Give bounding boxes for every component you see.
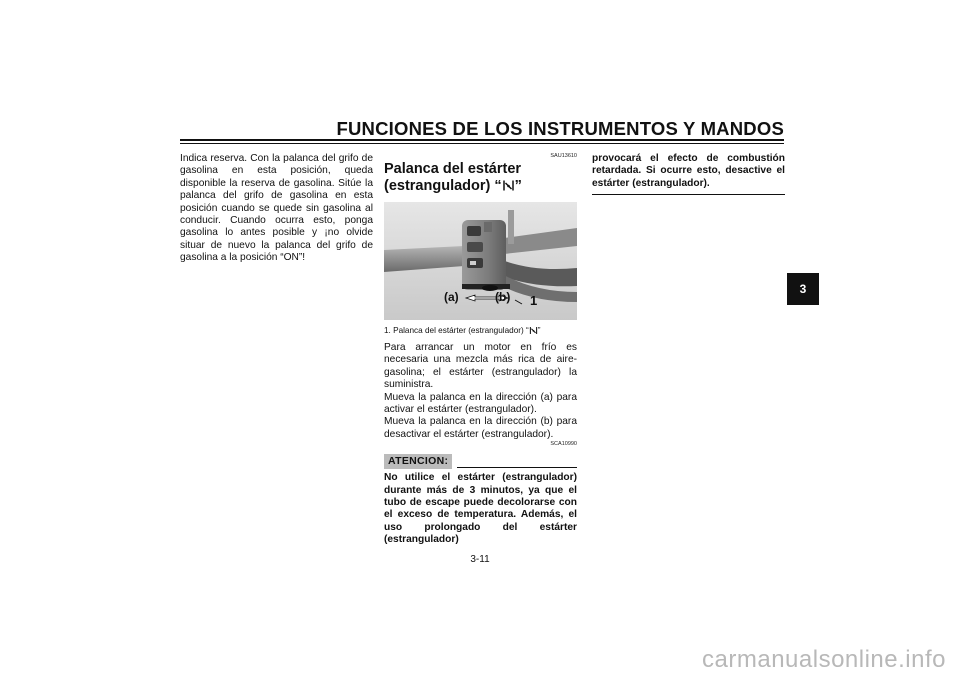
- instruction-paragraph-2: Mueva la palanca en la dirección (a) para activar el estárter (estrangulador).: [384, 391, 577, 416]
- section-title: [384, 161, 577, 194]
- header-rule-thin: [180, 143, 784, 144]
- instruction-paragraph-1: Para arrancar un motor en frío es necesaria una mezcla más rica de aire-gasolina; el estárter (estrangulador) la suministra.: [384, 342, 577, 391]
- warning-text-continued: provocará el efecto de combustión retardada. Si ocurre esto, desactive el estárter (estrangulador).: [592, 153, 785, 189]
- column-2: [384, 153, 577, 547]
- section-title-prefix: (estrangulador) “: [384, 177, 502, 194]
- choke-icon: [502, 179, 515, 192]
- page-title: FUNCIONES DE LOS INSTRUMENTOS Y MANDOS: [336, 118, 784, 139]
- caption-suffix: ”: [537, 326, 541, 335]
- page-number: 3-11: [470, 554, 490, 565]
- warning-text: No utilice el estárter (estrangulador) durante más de 3 minutos, ya que el tubo de escape puede decolorarse con el exceso de temperatura. Además, el uso prolongado del estárter (estrangulador): [384, 472, 577, 546]
- warning-header: [384, 450, 577, 468]
- figure-callout-number: 1: [530, 293, 538, 308]
- section-title-line1: Palanca del estárter: [384, 161, 522, 177]
- choke-instructions: [384, 342, 577, 441]
- figure-caption: [384, 326, 577, 336]
- warning-badge: ATENCION:: [384, 454, 452, 468]
- handlebar-switch-photo: [384, 202, 577, 320]
- caption-prefix: 1. Palanca del estárter (estrangulador) “: [384, 326, 529, 335]
- section-title-line2: [384, 178, 577, 195]
- section-ref-code: SAU13610: [550, 153, 577, 159]
- warning-ref-code: SCA10990: [550, 441, 577, 448]
- warning-rule: [457, 467, 577, 468]
- chapter-tab: 3: [787, 273, 819, 305]
- header-rule: [180, 139, 784, 141]
- column-3: [592, 153, 785, 195]
- figure-label-a: (a): [444, 290, 459, 304]
- figure-label-b: (b): [495, 290, 511, 304]
- handlebar-photo-illustration: [384, 202, 577, 320]
- choke-icon-small: [529, 326, 538, 335]
- column-1: [180, 153, 373, 265]
- watermark: carmanualsonline.info: [702, 646, 946, 673]
- section-title-suffix: ”: [514, 177, 522, 194]
- warning-end-rule: [592, 194, 785, 195]
- reserve-paragraph: Indica reserva. Con la palanca del grifo de gasolina en esta posición, queda disponible la reserva de gasolina. Sitúe la palanca del grifo de gasolina en esta posición cuando se quede sin gasolina al conducir. Cuando ocurra esto, ponga gasolina lo antes posible y ¡no olvide situar de nuevo la palanca del grifo de gasolina a la posición “ON”!: [180, 153, 373, 264]
- instruction-paragraph-3: Mueva la palanca en la dirección (b) para desactivar el estárter (estrangulador).: [384, 416, 577, 440]
